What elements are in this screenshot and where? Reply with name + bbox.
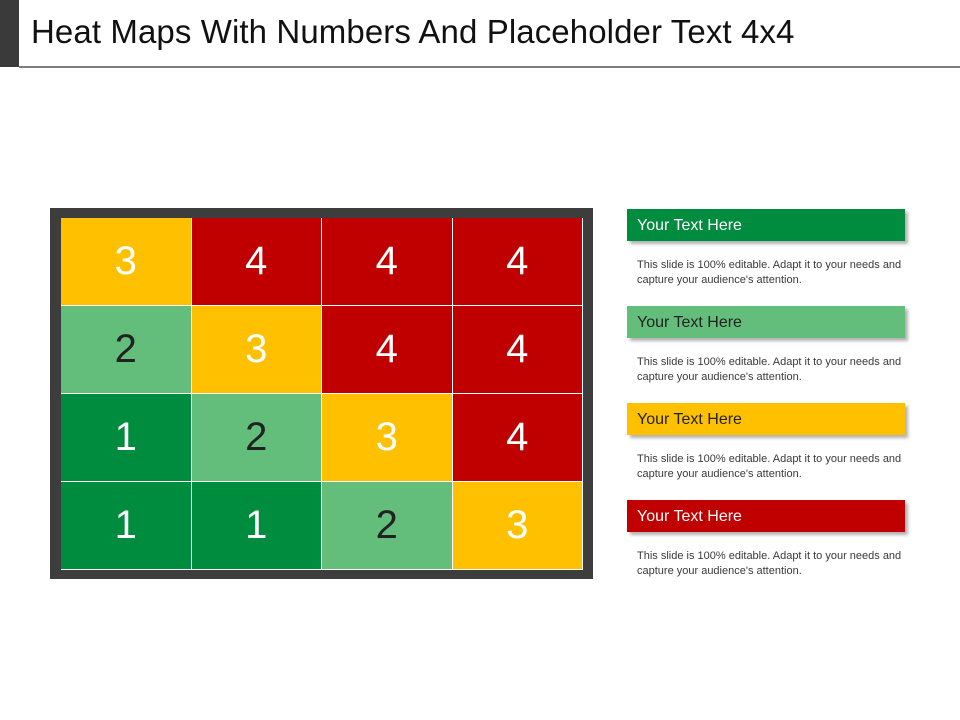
title-divider — [19, 66, 960, 68]
heatmap-cell — [322, 482, 452, 569]
heatmap-cell — [61, 482, 191, 569]
heatmap-cell-value: 4 — [375, 327, 398, 371]
legend-description: This slide is 100% editable. Adapt it to your needs and capture your audience's attention. — [637, 259, 902, 286]
heatmap-cell — [453, 482, 583, 569]
page-title: Heat Maps With Numbers And Placeholder Text 4x4 — [31, 13, 795, 50]
heatmap-cell — [322, 218, 452, 305]
legend-description: This slide is 100% editable. Adapt it to your needs and capture your audience's attention. — [637, 550, 902, 577]
heatmap-cell-value: 4 — [245, 239, 268, 283]
heatmap-cell — [192, 218, 322, 305]
heatmap-cell-value: 3 — [114, 239, 137, 283]
heatmap-cell — [61, 394, 191, 481]
legend-bar — [627, 500, 905, 532]
heatmap-cell — [453, 394, 583, 481]
heatmap-cell-value: 1 — [114, 503, 137, 547]
heatmap-cell-value: 3 — [506, 503, 529, 547]
legend-description: This slide is 100% editable. Adapt it to your needs and capture your audience's attention. — [637, 453, 902, 480]
heatmap-cell-value: 2 — [375, 503, 398, 547]
heatmap-cell — [322, 394, 452, 481]
heatmap-cell — [453, 218, 583, 305]
title-accent-bar — [0, 0, 19, 67]
heatmap-cell-value: 3 — [375, 415, 398, 459]
legend-label: Your Text Here — [637, 508, 742, 525]
legend-label: Your Text Here — [637, 411, 742, 428]
heatmap-cell-value: 1 — [245, 503, 268, 547]
heatmap-cell-value: 4 — [375, 239, 398, 283]
heatmap-cell — [192, 394, 322, 481]
heatmap-cell-value: 4 — [506, 239, 529, 283]
heatmap-cell — [322, 306, 452, 393]
legend-bar — [627, 209, 905, 241]
heatmap-cell — [61, 306, 191, 393]
heatmap-grid — [61, 218, 583, 570]
heatmap-cell-value: 2 — [114, 327, 137, 371]
legend-label: Your Text Here — [637, 217, 742, 234]
heatmap-cell — [192, 306, 322, 393]
legend-bar — [627, 306, 905, 338]
legend-bar — [627, 403, 905, 435]
heatmap-cell — [192, 482, 322, 569]
heatmap-cell-value: 1 — [114, 415, 137, 459]
heatmap-cell-value: 3 — [245, 327, 268, 371]
legend-description: This slide is 100% editable. Adapt it to your needs and capture your audience's attention. — [637, 356, 902, 383]
heatmap-cell — [453, 306, 583, 393]
heatmap-cell-value: 4 — [506, 415, 529, 459]
heatmap-cell-value: 4 — [506, 327, 529, 371]
heatmap-cell — [61, 218, 191, 305]
heatmap-cell-value: 2 — [245, 415, 268, 459]
legend-label: Your Text Here — [637, 314, 742, 331]
